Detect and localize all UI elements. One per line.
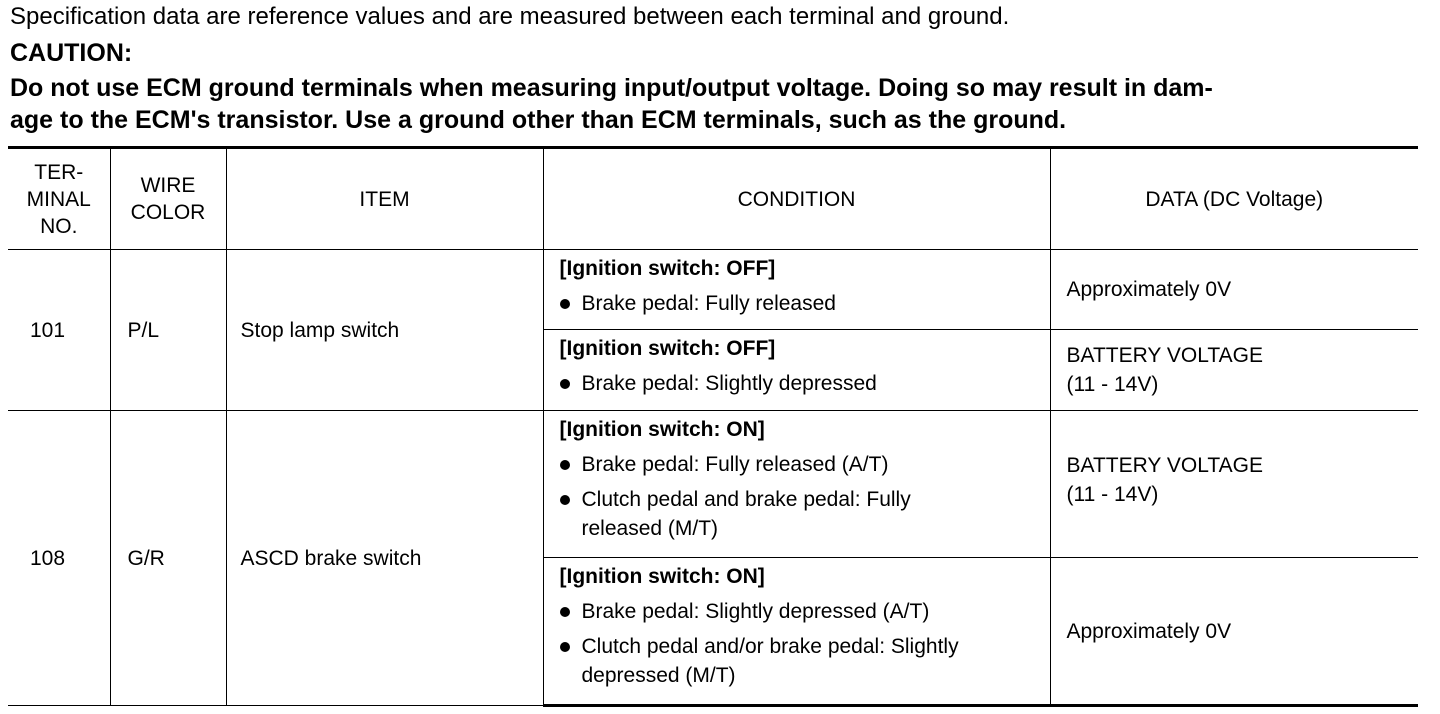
header-data: DATA (DC Voltage) bbox=[1050, 148, 1418, 250]
data-cell bbox=[1050, 250, 1418, 330]
bullet-icon bbox=[560, 607, 570, 617]
header-terminal-line: TER- bbox=[34, 160, 84, 184]
header-row bbox=[8, 148, 1418, 250]
condition-cell bbox=[543, 330, 1050, 411]
caution-line: age to the ECM's transistor. Use a ground other than ECM terminals, such as the ground. bbox=[10, 106, 1067, 134]
caution-title: CAUTION: bbox=[10, 39, 133, 67]
bullet-icon bbox=[560, 379, 570, 389]
header-wire-line: COLOR bbox=[130, 201, 206, 224]
caution-line: Do not use ECM ground terminals when measuring input/output voltage. Doing so may result in dam- bbox=[10, 74, 1213, 102]
bullet-icon bbox=[560, 299, 570, 309]
bullet-icon bbox=[560, 460, 570, 470]
header-terminal-no bbox=[8, 148, 110, 250]
data-value: (11 - 14V) bbox=[1066, 483, 1159, 506]
condition-bullet bbox=[560, 450, 1042, 479]
spec-note: Specification data are reference values and are measured between each terminal and ground. bbox=[10, 3, 1010, 30]
data-value: Approximately 0V bbox=[1066, 619, 1232, 643]
condition-bullet bbox=[560, 485, 1042, 543]
item-name: Stop lamp switch bbox=[226, 250, 543, 411]
terminal-spec-table bbox=[8, 146, 1418, 707]
condition-cell bbox=[543, 411, 1050, 558]
data-value: (11 - 14V) bbox=[1066, 373, 1159, 396]
condition-cell bbox=[543, 250, 1050, 330]
item-name: ASCD brake switch bbox=[226, 411, 543, 706]
data-value: BATTERY VOLTAGE bbox=[1066, 344, 1263, 367]
table-row bbox=[8, 411, 1418, 558]
data-cell bbox=[1050, 411, 1418, 558]
wire-color: G/R bbox=[110, 411, 226, 706]
bullet-line: Clutch pedal and/or brake pedal: Slightly bbox=[581, 635, 959, 658]
header-terminal-line: NO. bbox=[40, 214, 78, 238]
terminal-no: 108 bbox=[8, 411, 110, 706]
header-wire-color bbox=[110, 148, 226, 250]
header-condition: CONDITION bbox=[543, 148, 1050, 250]
condition-bullet bbox=[560, 289, 1042, 318]
bullet-text: Brake pedal: Slightly depressed bbox=[581, 372, 877, 395]
bullet-text: Brake pedal: Fully released bbox=[581, 292, 836, 315]
condition-bullet bbox=[560, 597, 1042, 626]
terminal-no: 101 bbox=[8, 250, 110, 411]
data-cell bbox=[1050, 330, 1418, 411]
bullet-text: Brake pedal: Slightly depressed (A/T) bbox=[581, 600, 930, 623]
bullet-icon bbox=[560, 495, 570, 505]
data-value: Approximately 0V bbox=[1066, 278, 1232, 301]
condition-bullet bbox=[560, 632, 1042, 690]
bullet-icon bbox=[560, 642, 570, 652]
bullet-line: depressed (M/T) bbox=[581, 664, 736, 687]
bullet-text bbox=[582, 632, 959, 690]
bullet-line: released (M/T) bbox=[581, 517, 719, 540]
table-row bbox=[8, 250, 1418, 330]
wire-color: P/L bbox=[110, 250, 226, 411]
condition-head: [Ignition switch: ON] bbox=[559, 418, 765, 441]
data-value: BATTERY VOLTAGE bbox=[1066, 454, 1263, 477]
condition-head: [Ignition switch: OFF] bbox=[559, 257, 776, 280]
condition-head: [Ignition switch: OFF] bbox=[559, 337, 776, 360]
bullet-text bbox=[582, 485, 911, 543]
condition-head: [Ignition switch: ON] bbox=[559, 565, 765, 588]
condition-cell bbox=[543, 558, 1050, 706]
bullet-text: Brake pedal: Fully released (A/T) bbox=[581, 453, 889, 476]
header-wire-line: WIRE bbox=[140, 174, 196, 197]
bullet-line: Clutch pedal and brake pedal: Fully bbox=[581, 488, 911, 511]
header-terminal-line: MINAL bbox=[26, 187, 91, 211]
caution-text bbox=[10, 72, 1420, 136]
header-item: ITEM bbox=[226, 148, 543, 250]
condition-bullet bbox=[560, 369, 1042, 398]
data-cell bbox=[1050, 558, 1418, 706]
